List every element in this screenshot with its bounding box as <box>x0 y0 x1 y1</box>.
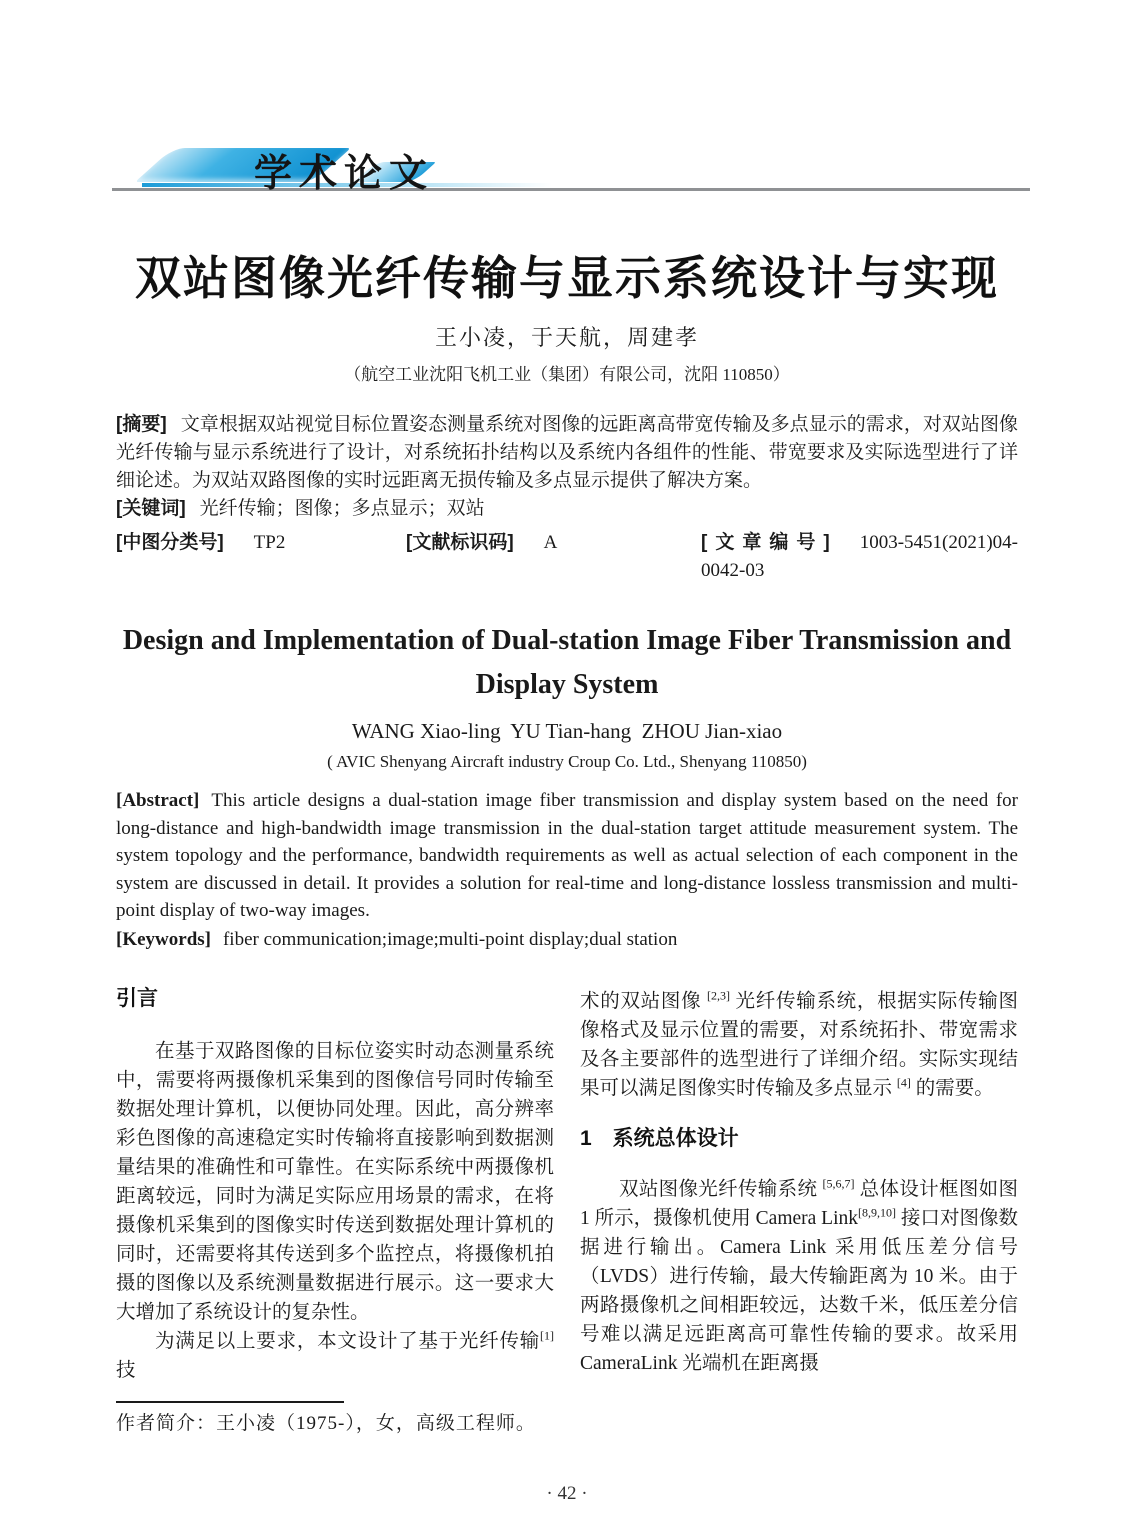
meta-clc-label: [中图分类号] <box>116 532 224 553</box>
intro-paragraph-1: 在基于双路图像的目标位姿实时动态测量系统中，需要将两摄像机采集到的图像信号同时传输至数据处理计算机，以便协同处理。因此，高分辨率彩色图像的高速稳定实时传输将直接影响到数据测量结果的准确性和可靠性。在实际系统中两摄像机距离较远，同时为满足实际应用场景的需求，在将摄像机采集到的图像实时传送到数据处理计算机的同时，还需要将其传送到多个监控点，将摄像机拍摄的图像以及系统测量数据进行展示。这一要求大大增加了系统设计的复杂性。 <box>116 1041 554 1323</box>
meta-article-id <box>701 529 1018 585</box>
meta-clc-value: TP2 <box>253 532 286 553</box>
abstract-text-cn: 文章根据双站视觉目标位置姿态测量系统对图像的远距离高带宽传输及多点显示的需求，对双站图像光纤传输与显示系统进行了设计，对系统拓扑结构以及系统内各组件的性能、带宽要求及实际选型进行了详细论述。为双站双路图像的实时远距离无损传输及多点显示提供了解决方案。 <box>116 414 1018 491</box>
keywords-text-cn: 光纤传输；图像；多点显示；双站 <box>199 498 485 519</box>
header-banner <box>112 143 1030 195</box>
meta-article-id-label: [文章编号] <box>701 532 830 553</box>
article-title-cn: 双站图像光纤传输与显示系统设计与实现 <box>135 252 999 304</box>
article-affiliation-cn: （航空工业沈阳飞机工业（集团）有限公司，沈阳 110850） <box>344 365 790 384</box>
page-number: · 42 · <box>546 1483 588 1504</box>
meta-line <box>116 529 1018 585</box>
article-affiliation-en: ( AVIC Shenyang Aircraft industry Croup Co. Ltd., Shenyang 110850) <box>327 752 807 771</box>
abstract-label-cn: [摘要] <box>116 414 167 435</box>
keywords-label-cn: [关键词] <box>116 498 186 519</box>
abstract-block-cn <box>116 411 1018 585</box>
meta-doc-code-value: A <box>543 532 558 553</box>
intro-paragraph-2: 为满足以上要求，本文设计了基于光纤传输[1] 技 <box>116 1328 554 1381</box>
keywords-text-en: fiber communication;image;multi-point display;dual station <box>222 928 678 950</box>
keywords-line-cn <box>116 495 1018 523</box>
author-bio-footnote: 作者简介：王小凌（1975-），女，高级工程师。 <box>116 1413 536 1434</box>
keywords-label-en: [Keywords] <box>116 928 211 950</box>
article-authors-cn: 王小凌，于天航，周建孝 <box>434 325 699 350</box>
intro-paragraph-2-continued: 术的双站图像 [2,3] 光纤传输系统，根据实际传输图像格式及显示位置的需要，对系统拓扑、带宽需求及各主要部件的选型进行了详细介绍。实际实现结果可以满足图像实时传输及多点显示 [4] 的需要。 <box>580 988 1018 1099</box>
body-column-right <box>580 987 1018 1437</box>
article-title-en: Design and Implementation of Dual-station Image Fiber Transmission and Display System <box>122 625 1012 700</box>
keywords-line-en <box>116 926 1018 954</box>
article-authors-en: WANG Xiao-ling YU Tian-hang ZHOU Jian-xiao <box>351 719 783 743</box>
banner-title: 学术论文 <box>254 153 435 195</box>
abstract-block-en <box>116 787 1018 953</box>
section1-heading: 1 系统总体设计 <box>580 1127 739 1150</box>
section1-paragraph-1: 双站图像光纤传输系统 [5,6,7] 总体设计框图如图 1 所示，摄像机使用 Camera Link[8,9,10] 接口对图像数据进行输出。Camera Link 采用低压差分信号（LVDS）进行传输，最大传输距离为 10 米。由于两路摄像机之间相距较远，达数千米，低压差分信号难以满足远距离高可靠性传输的要求。故采用 CameraLink 光端机在距离摄 <box>580 1176 1018 1374</box>
abstract-text-en: This article designs a dual-station image fiber transmission and display system based on the need for long-distance and high-bandwidth image transmission in the dual-station target attitude measurement system. The system topology and the performance, bandwidth requirements as well as actual selection of each component in the system are discussed in detail. It provides a solution for real-time and long-distance lossless transmission and multi-point display of two-way images. <box>116 790 1018 921</box>
meta-article-id-value: 1003-5451(2021)04-0042-03 <box>701 532 1018 581</box>
meta-clc <box>116 529 406 585</box>
body-column-left <box>116 987 554 1437</box>
meta-doc-code-label: [文献标识码] <box>406 532 514 553</box>
body-columns <box>116 987 1018 1437</box>
intro-heading: 引言 <box>116 987 158 1010</box>
banner-gray-rule <box>112 188 1030 191</box>
abstract-label-en: [Abstract] <box>116 790 200 811</box>
meta-doc-code <box>406 529 701 585</box>
footnote-rule <box>116 1401 344 1403</box>
abstract-paragraph-en <box>116 787 1018 925</box>
abstract-paragraph-cn <box>116 411 1018 495</box>
